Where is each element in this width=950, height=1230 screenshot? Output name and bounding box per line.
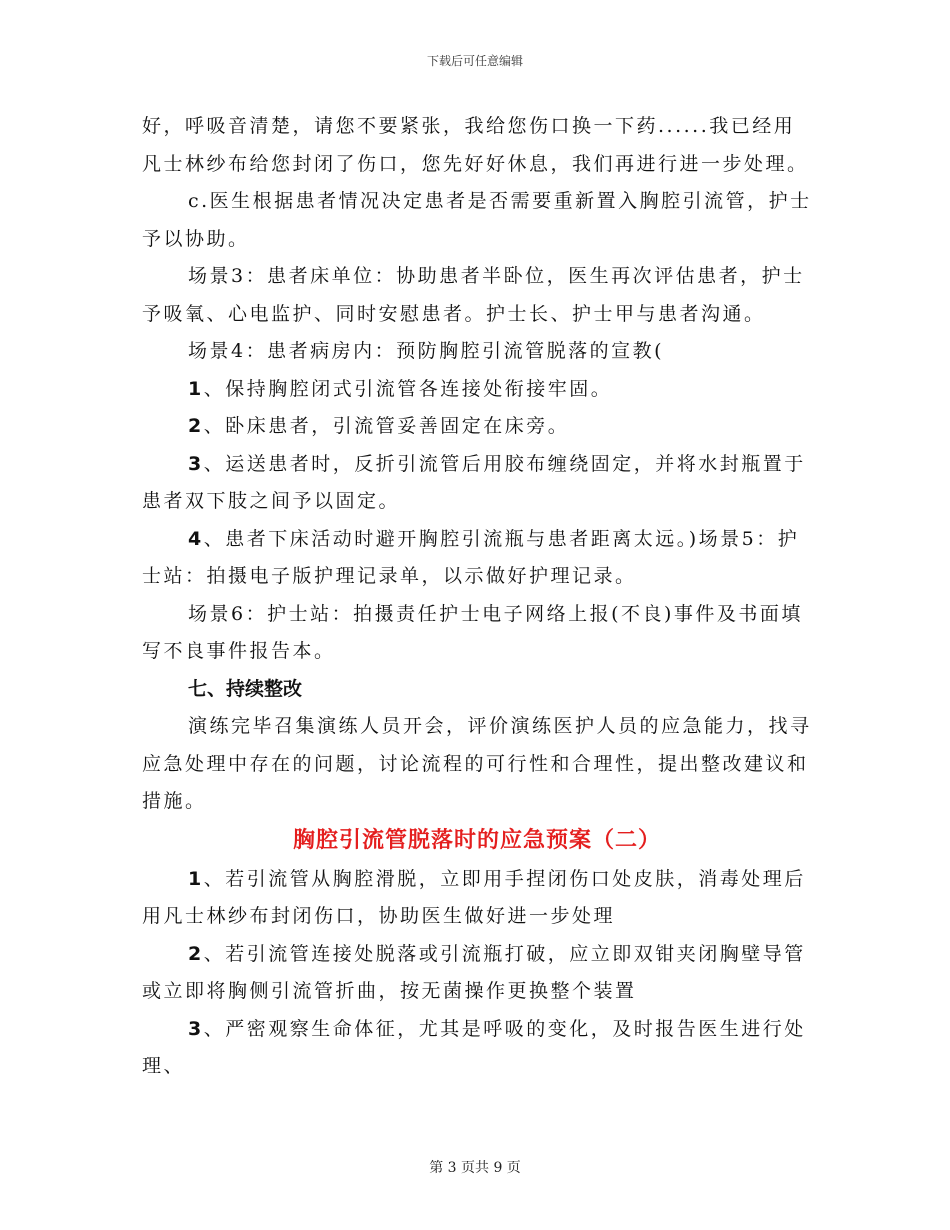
list-number: 2: [188, 942, 204, 965]
page-footer: 第 3 页共 9 页: [429, 1160, 521, 1176]
list-text: 、保持胸腔闭式引流管各连接处衔接牢固。: [203, 377, 613, 400]
paragraph-doctor-decision: c.医生根据患者情况决定患者是否需要重新置入胸腔引流管，护士予以协助。: [142, 190, 812, 250]
plan-item-2: [142, 936, 812, 1011]
page-header: 下载后可任意编辑: [426, 54, 523, 68]
list-item-3: [142, 446, 812, 521]
section-heading-7: 七、持续整改: [188, 677, 303, 700]
plan-item-3: [142, 1011, 812, 1086]
paragraph-scene-6: 场景6：护士站：拍摄责任护士电子网络上报(不良)事件及书面填写不良事件报告本。: [142, 602, 803, 662]
list-item-1: [142, 371, 812, 409]
paragraph-scene-4: 场景4：患者病房内：预防胸腔引流管脱落的宣教(: [188, 340, 665, 362]
list-number: 3: [188, 452, 204, 475]
list-number: 2: [188, 415, 204, 437]
list-text: 、运送患者时，反折引流管后用胶布缠绕固定，并将水封瓶置于患者双下肢之间予以固定。: [142, 452, 806, 512]
list-number: 4: [188, 527, 204, 550]
list-number: 1: [188, 867, 204, 890]
list-text: 、患者下床活动时避开胸腔引流瓶与患者距离太远。)场景5：护士站：拍摄电子版护理记录单，以示做好护理记录。: [142, 527, 800, 587]
list-item-4: [142, 521, 812, 596]
section-title-red: 胸腔引流管脱落时的应急预案（二）: [292, 827, 661, 853]
paragraph-scene-3: 场景3：患者床单位：协助患者半卧位，医生再次评估患者，护士予吸氧、心电监护、同时安慰患者。护士长、护士甲与患者沟通。: [142, 265, 805, 325]
list-number: 3: [188, 1017, 204, 1040]
paragraph-improvement: 演练完毕召集演练人员开会，评价演练医护人员的应急能力，找寻应急处理中存在的问题，讨论流程的可行性和合理性，提出整改建议和措施。: [142, 715, 812, 812]
list-text: 、卧床患者，引流管妥善固定在床旁。: [203, 415, 570, 437]
list-text: 、严密观察生命体征，尤其是呼吸的变化，及时报告医生进行处理、: [142, 1017, 806, 1077]
list-number: 1: [188, 377, 204, 400]
document-body: [142, 108, 812, 1086]
list-text: 、若引流管连接处脱落或引流瓶打破，应立即双钳夹闭胸壁导管或立即将胸侧引流管折曲，按无菌操作更换整个装置: [142, 942, 806, 1002]
paragraph-continuation: 好，呼吸音清楚，请您不要紧张，我给您伤口换一下药......我已经用凡士林纱布给您封闭了伤口，您先好好休息，我们再进行进一步处理。: [142, 115, 809, 175]
plan-item-1: [142, 861, 812, 936]
list-item-2: [142, 408, 812, 446]
list-text: 、若引流管从胸腔滑脱，立即用手捏闭伤口处皮肤，消毒处理后用凡士林纱布封闭伤口，协助医生做好进一步处理: [142, 867, 806, 927]
